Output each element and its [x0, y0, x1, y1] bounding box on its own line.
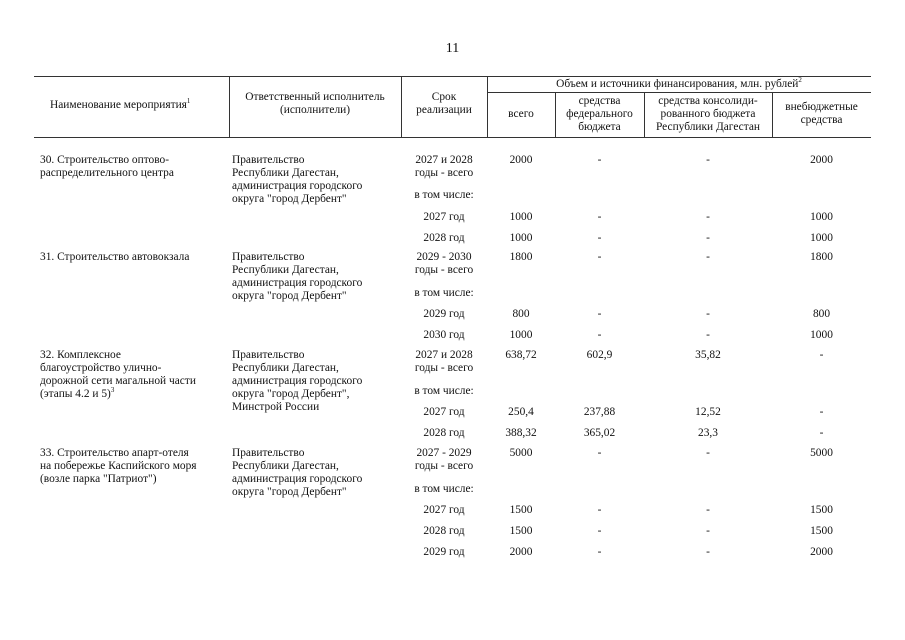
cell-consolidated: -	[706, 211, 710, 223]
cell-consolidated: -	[706, 447, 710, 459]
cell-total: 2000	[509, 546, 533, 558]
row-name: 33. Строительство апарт-отеля на побережье Каспийского моря (возле парка "Патриот")	[40, 447, 197, 485]
row-year: 2027 год	[423, 211, 465, 223]
cell-federal: -	[597, 447, 602, 459]
cell-total: 1500	[509, 504, 533, 516]
cell-federal: -	[597, 525, 602, 537]
cell-extra: 1800	[810, 251, 833, 263]
header-funding: Объем и источники финансирования, млн. рублей$^2$	[556, 76, 802, 90]
cell-consolidated: 23,3	[698, 427, 718, 439]
header-consolidated: средства консолиди- рованного бюджета Республики Дагестан	[655, 95, 760, 133]
row-name: 31. Строительство автовокзала	[40, 251, 190, 263]
cell-extra: -	[819, 406, 824, 418]
header-federal: средства федерального бюджета	[566, 95, 633, 133]
row-year: 2028 год	[423, 427, 465, 439]
cell-consolidated: -	[706, 154, 710, 166]
header-executor: Ответственный исполнитель (исполнители)	[245, 91, 385, 116]
row-term: 2027 и 2028 годы - всего	[414, 349, 474, 374]
cell-extra: 2000	[810, 154, 833, 166]
header-extra: внебюджетные средства	[785, 101, 858, 126]
cell-extra: 5000	[810, 447, 833, 459]
cell-extra: 1000	[810, 232, 833, 244]
cell-total: 1000	[509, 211, 533, 223]
table-top-rule	[34, 76, 871, 77]
cell-federal: -	[597, 154, 602, 166]
page-number: 11	[445, 41, 460, 56]
cell-federal: -	[597, 329, 602, 341]
row-incl: в том числе:	[414, 385, 474, 397]
row-executor: Правительство Республики Дагестан, администрация городского округа "город Дербент"	[232, 154, 363, 205]
row-term: 2027 и 2028 годы - всего	[414, 154, 474, 179]
row-incl: в том числе:	[414, 189, 474, 201]
cell-consolidated: -	[706, 329, 710, 341]
cell-federal: 365,02	[583, 427, 616, 439]
cell-total: 250,4	[508, 406, 534, 418]
row-year: 2029 год	[423, 546, 465, 558]
cell-total: 2000	[509, 154, 533, 166]
row-year: 2027 год	[423, 406, 465, 418]
cell-consolidated: -	[706, 232, 710, 244]
cell-total: 1800	[509, 251, 533, 263]
cell-total: 1500	[509, 525, 533, 537]
row-year: 2029 год	[423, 308, 465, 320]
row-name: 32. Комплексное благоустройство улично- дорожной сети магальной части (этапы 4.2 и 5)$^3$	[40, 349, 196, 400]
cell-consolidated: -	[706, 525, 710, 537]
row-year: 2028 год	[423, 232, 465, 244]
cell-extra: 1500	[810, 504, 833, 516]
cell-total: 800	[512, 308, 530, 320]
row-term: 2027 - 2029 годы - всего	[414, 447, 474, 472]
row-year: 2028 год	[423, 525, 465, 537]
cell-extra: 2000	[810, 546, 833, 558]
cell-consolidated: 12,52	[695, 406, 721, 418]
row-year: 2027 год	[423, 504, 465, 516]
cell-total: 388,32	[505, 427, 537, 439]
cell-federal: 237,88	[583, 406, 616, 418]
cell-federal: -	[597, 504, 602, 516]
cell-total: 5000	[509, 447, 533, 459]
header-name: Наименование мероприятия$^1$	[50, 97, 191, 111]
row-executor: Правительство Республики Дагестан, администрация городского округа "город Дербент"	[232, 251, 363, 302]
cell-extra: 1500	[810, 525, 833, 537]
cell-total: 1000	[509, 232, 533, 244]
row-year: 2030 год	[423, 329, 465, 341]
cell-federal: 602,9	[586, 349, 613, 361]
cell-federal: -	[597, 308, 602, 320]
cell-consolidated: -	[706, 504, 710, 516]
cell-total: 1000	[509, 329, 533, 341]
cell-consolidated: 35,82	[695, 349, 721, 361]
table-header-rule	[34, 137, 871, 138]
cell-federal: -	[597, 546, 602, 558]
cell-extra: 1000	[810, 329, 833, 341]
row-name: 30. Строительство оптово- распределительного центра	[40, 154, 174, 179]
cell-extra: 800	[812, 308, 831, 320]
row-executor: Правительство Республики Дагестан, администрация городского округа "город Дербент"	[232, 447, 363, 498]
row-incl: в том числе:	[414, 287, 474, 299]
cell-extra: -	[819, 427, 824, 439]
row-term: 2029 - 2030 годы - всего	[414, 251, 474, 276]
cell-consolidated: -	[706, 308, 710, 320]
cell-extra: 1000	[810, 211, 833, 223]
row-incl: в том числе:	[414, 483, 474, 495]
cell-federal: -	[597, 251, 602, 263]
cell-federal: -	[597, 232, 602, 244]
header-term: Срок реализации	[416, 91, 472, 116]
funding-sub-rule	[487, 92, 871, 93]
row-executor: Правительство Республики Дагестан, администрация городского округа "город Дербент", Минстрой России	[232, 349, 363, 413]
cell-consolidated: -	[706, 251, 710, 263]
cell-total: 638,72	[505, 349, 537, 361]
cell-federal: -	[597, 211, 602, 223]
cell-consolidated: -	[706, 546, 710, 558]
header-total: всего	[508, 108, 534, 120]
cell-extra: -	[819, 349, 824, 361]
